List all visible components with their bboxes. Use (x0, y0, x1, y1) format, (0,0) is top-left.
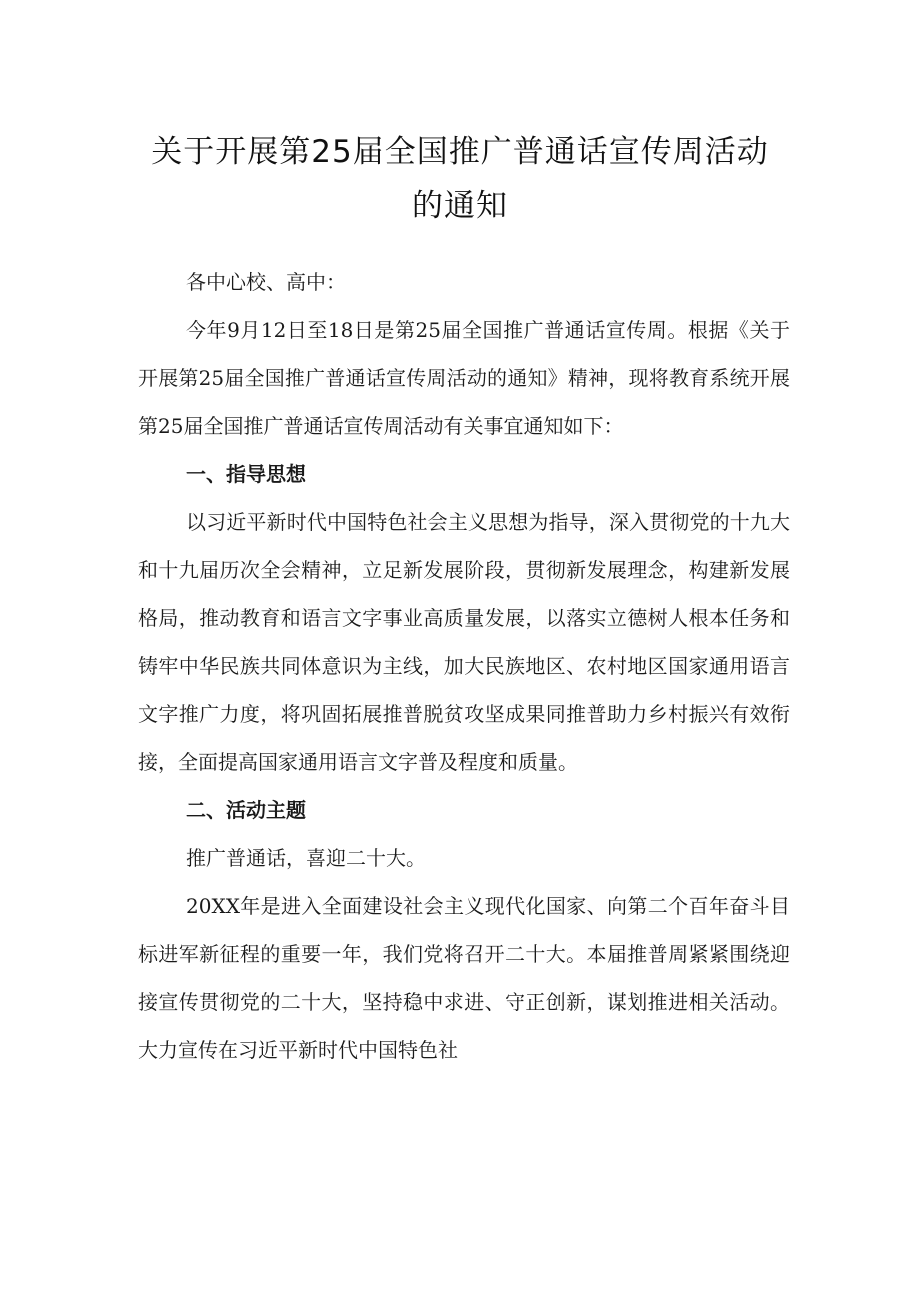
document-title-line-1: 关于开展第25届全国推广普通话宣传周活动 (151, 134, 769, 170)
section-paragraph-activity-theme: 20XX年是进入全面建设社会主义现代化国家、向第二个百年奋斗目标进军新征程的重要一年，我们党将召开二十大。本届推普周紧紧围绕迎接宣传贯彻党的二十大，坚持稳中求进、守正创新，谋划推进相关活动。大力宣传在习近平新时代中国特色社 (138, 894, 790, 1062)
activity-theme-slogan: 推广普通话，喜迎二十大。 (186, 846, 426, 870)
section-heading-guiding-ideology: 一、指导思想 (186, 462, 306, 486)
intro-paragraph: 今年9月12日至18日是第25届全国推广普通话宣传周。根据《关于开展第25届全国推广普通话宣传周活动的通知》精神，现将教育系统开展第25届全国推广普通话宣传周活动有关事宜通知如下： (138, 318, 790, 438)
document-body (138, 258, 790, 1074)
salutation: 各中心校、高中： (186, 270, 346, 294)
document-title-line-2: 的通知 (412, 188, 508, 224)
section-paragraph-guiding-ideology: 以习近平新时代中国特色社会主义思想为指导，深入贯彻党的十九大和十九届历次全会精神，立足新发展阶段，贯彻新发展理念，构建新发展格局，推动教育和语言文字事业高质量发展，以落实立德树人根本任务和铸牢中华民族共同体意识为主线，加大民族地区、农村地区国家通用语言文字推广力度，将巩固拓展推普脱贫攻坚成果同推普助力乡村振兴有效衔接，全面提高国家通用语言文字普及程度和质量。 (138, 510, 790, 774)
section-heading-activity-theme: 二、活动主题 (186, 798, 306, 822)
